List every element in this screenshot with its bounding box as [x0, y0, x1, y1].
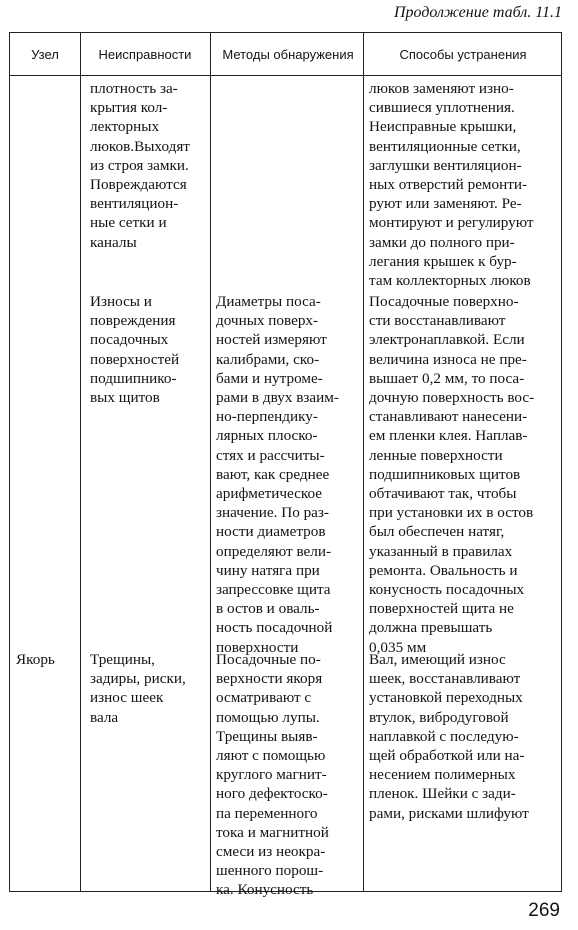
header-divider	[10, 75, 561, 76]
header-fault: Неисправности	[98, 46, 192, 62]
col-divider-2	[210, 33, 211, 891]
row1-fault: плотность за- крытия кол- лекторных люков.Выходят из строя замки. Повреждаются вентиляцион- ные сетки и каналы	[90, 80, 190, 251]
row3-fault: Трещины, задиры, риски, износ шеек вала	[90, 651, 186, 726]
header-remedy: Способы устранения	[399, 46, 527, 62]
row3-remedy: Вал, имеющий износ шеек, восстанавливают установкой переходных втулок, вибродуговой наплавкой с последую- щей обработкой или на- несением полимерных пленок. Шейки с зади- рами, рисками шлифуют	[369, 651, 529, 822]
repair-table	[9, 32, 562, 899]
header-method: Методы обнаружения	[222, 46, 354, 62]
page-number: 269	[528, 900, 560, 921]
col-divider-3	[363, 33, 364, 891]
row3-method: Посадочные по- верхности якоря осматривают с помощью лупы. Трещины выяв- ляют с помощью круглого магнит- ного дефектоско- па переменного тока и магнитной смеси из неокра- шенного порош- ка. Конусность	[216, 651, 329, 899]
row2-fault: Износы и повреждения посадочных поверхностей подшипнико- вых щитов	[90, 293, 180, 407]
row1-remedy: люков заменяют изно- сившиеся уплотнения. Неисправные крышки, вентиляционные сетки, заглушки вентиляцион- ных отверстий ремонти- руют или заменяют. Ре- монтируют и регулируют замки до полного при- легания крышек к бур- там коллекторных люков	[369, 80, 534, 290]
table-caption: Продолжение табл. 11.1	[393, 4, 562, 21]
header-node: Узел	[31, 46, 59, 62]
col-divider-1	[80, 33, 81, 891]
row3-node: Якорь	[16, 651, 55, 668]
row2-method: Диаметры поса- дочных поверх- ностей измеряют калибрами, ско- бами и нутроме- рами в двух взаим- но-перпендику- лярных плоско- стях и рассчиты- вают, как среднее арифметическое значение. По раз- ности диаметров определяют вели- чину натяга при запрессовке щита в остов и оваль- ность посадочной поверхности	[216, 293, 339, 656]
row2-remedy: Посадочные поверхно- сти восстанавливают электронаплавкой. Если величина износа не пре- вышает 0,2 мм, то поса- дочную поверхность вос- станавливают нанесени- ем пленки клея. Наплав- ленные поверхности подшипниковых щитов обтачивают так, чтобы при установки их в остов был обеспечен натяг, указанный в правилах ремонта. Овальность и конусность посадочных поверхностей щита не должна превышать 0,035 мм	[369, 293, 535, 656]
